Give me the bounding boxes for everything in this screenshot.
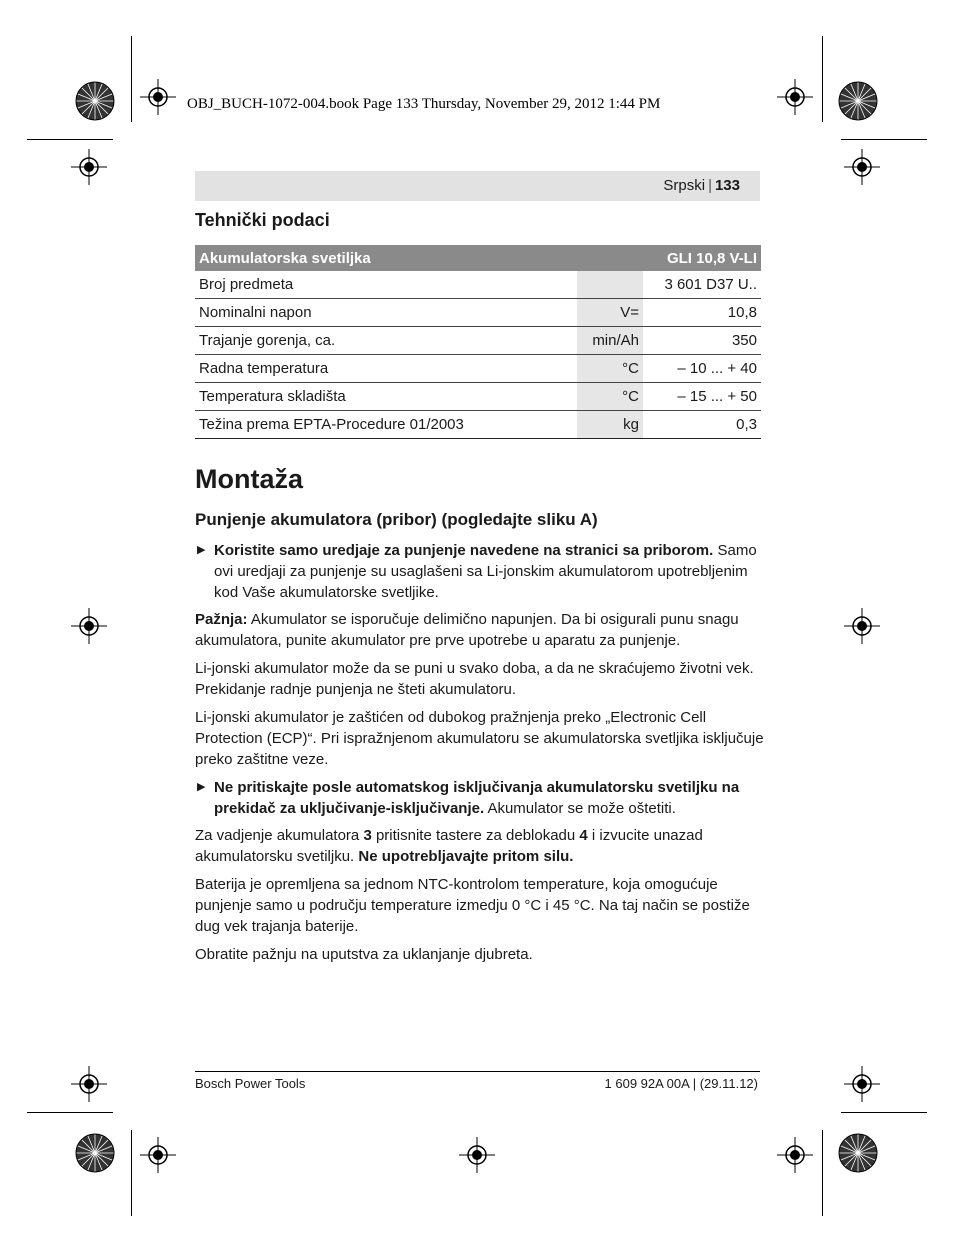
spec-unit: °C <box>577 383 643 411</box>
spec-label: Težina prema EPTA-Procedure 01/2003 <box>195 411 577 439</box>
spec-value: 350 <box>643 327 761 355</box>
crop-mark <box>27 139 113 140</box>
removal-text: Za vadjenje akumulatora <box>195 827 364 844</box>
crop-mark <box>131 1130 132 1216</box>
bullet-text: Samo ovi uredjaji za punjenje su usaglašeni sa Li-jonskim akumulatorom upotrebljenim kod Vaše akumulatorske svetljike. <box>214 542 757 601</box>
bullet-arrow-icon: ▶ <box>197 781 206 793</box>
spec-value: 0,3 <box>643 411 761 439</box>
spec-table <box>195 245 761 439</box>
bullet-bold-text: Ne pritiskajte posle automatskog isključivanja akumulatorsku svetiljku na prekidač za uključivanje-isključivanje. <box>214 779 740 817</box>
spec-unit: min/Ah <box>577 327 643 355</box>
attention-paragraph <box>195 609 765 651</box>
spec-value: – 15 ... + 50 <box>643 383 761 411</box>
spec-model: GLI 10,8 V-LI <box>643 245 761 271</box>
spec-unit: °C <box>577 355 643 383</box>
header-language: Srpski <box>663 177 706 194</box>
spec-label: Broj predmeta <box>195 271 577 299</box>
spec-label: Trajanje gorenja, ca. <box>195 327 577 355</box>
part-number-ref: 4 <box>579 827 588 844</box>
spec-value: 10,8 <box>643 299 761 327</box>
spec-unit: kg <box>577 411 643 439</box>
spec-table-header <box>195 245 761 271</box>
page-header <box>195 171 760 201</box>
ecp-paragraph: Li-jonski akumulator je zaštićen od dubokog pražnjenja preko „Electronic Cell Protection (ECP)“. Pri ispražnjenom akumulatoru se akumulatorska svetljika isključuje preko zaštitne veze. <box>195 709 764 768</box>
table-row <box>195 355 761 383</box>
footer-doc-number: 1 609 92A 00A | (29.11.12) <box>604 1076 758 1091</box>
footer-rule <box>195 1071 760 1072</box>
ntc-paragraph: Baterija je opremljena sa jednom NTC-kontrolom temperature, koja omogućuje punjenje samo u području temperature izmedju 0 °C i 45 °C. Na taj način se postiže dug vek trajanja baterije. <box>195 876 750 935</box>
starburst-target-icon <box>838 81 878 121</box>
spec-label: Temperatura skladišta <box>195 383 577 411</box>
bullet-text: Akumulator se može oštetiti. <box>484 800 676 817</box>
spec-product-label: Akumulatorska svetiljka <box>195 245 643 271</box>
spec-unit: V= <box>577 299 643 327</box>
part-number-ref: 3 <box>363 827 372 844</box>
print-slug: OBJ_BUCH-1072-004.book Page 133 Thursday, November 29, 2012 1:44 PM <box>187 96 661 112</box>
disposal-paragraph: Obratite pažnju na uputstva za uklanjanje djubreta. <box>195 946 533 963</box>
crop-mark <box>822 36 823 122</box>
table-row <box>195 383 761 411</box>
footer-brand: Bosch Power Tools <box>195 1076 306 1091</box>
starburst-target-icon <box>75 81 115 121</box>
spec-value: – 10 ... + 40 <box>643 355 761 383</box>
montaza-heading: Montaža <box>195 464 303 494</box>
table-row <box>195 299 761 327</box>
bullet-arrow-icon: ▶ <box>197 544 206 556</box>
charging-heading: Punjenje akumulatora (pribor) (pogledajte sliku A) <box>195 510 598 529</box>
crop-mark <box>822 1130 823 1216</box>
removal-text: pritisnite tastere za deblokadu <box>371 827 580 844</box>
starburst-target-icon <box>838 1133 878 1173</box>
attention-label: Pažnja: <box>195 611 248 628</box>
removal-text: i izvucite unazad akumulatorsku svetiljku. <box>195 827 703 865</box>
page-number: 133 <box>714 177 740 194</box>
spec-label: Nominalni napon <box>195 299 577 327</box>
bullet-switch-warning <box>195 777 765 819</box>
spec-label: Radna temperatura <box>195 355 577 383</box>
table-row <box>195 411 761 439</box>
table-row <box>195 271 761 299</box>
removal-paragraph <box>195 825 765 867</box>
header-text: Srpski | 133 <box>663 177 740 194</box>
table-row <box>195 327 761 355</box>
spec-value: 3 601 D37 U.. <box>643 271 761 299</box>
li-ion-paragraph: Li-jonski akumulator može da se puni u svako doba, a da ne skraćujemo životni vek. Prekidanje radnje punjenja ne šteti akumulatoru. <box>195 660 754 698</box>
crop-mark <box>841 139 927 140</box>
crop-mark <box>131 36 132 122</box>
tech-data-heading: Tehnički podaci <box>195 210 330 230</box>
bullet-bold-text: Koristite samo uredjaje za punjenje navedene na stranici sa priborom. <box>214 542 714 559</box>
spec-unit <box>577 271 643 299</box>
attention-text: Akumulator se isporučuje delimično napunjen. Da bi osigurali punu snagu akumulatora, punite akumulator pre prve upotrebe u aparatu za punjenje. <box>195 611 739 649</box>
crop-mark <box>841 1112 927 1113</box>
bullet-charger-note <box>195 540 765 603</box>
crop-mark <box>27 1112 113 1113</box>
starburst-target-icon <box>75 1133 115 1173</box>
removal-warning: Ne upotrebljavajte pritom silu. <box>358 848 574 865</box>
